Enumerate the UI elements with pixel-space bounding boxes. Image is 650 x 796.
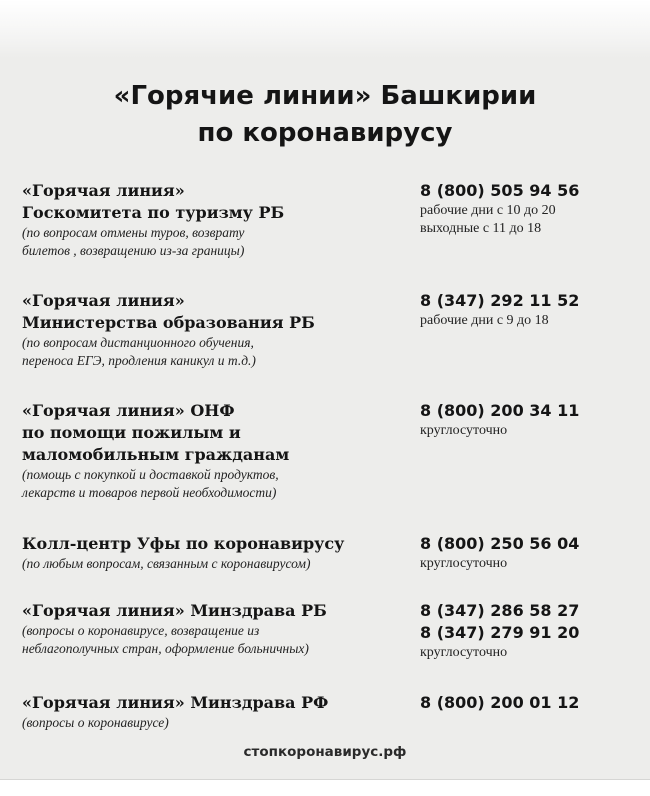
hotline-note-line: неблагополучных стран, оформление больничных): [22, 641, 309, 656]
hotline-name-line: «Горячая линия» Минздрава РФ: [22, 693, 329, 712]
hotline-phone[interactable]: 8 (800) 505 94 56: [420, 181, 580, 200]
hotline-name-line: Госкомитета по туризму РБ: [22, 203, 285, 222]
hotline-hours: круглосуточно: [420, 556, 508, 571]
page-title: [0, 78, 650, 152]
hotline-phone[interactable]: 8 (347) 279 91 20: [420, 623, 580, 642]
hotline-phone[interactable]: 8 (800) 250 56 04: [420, 534, 580, 553]
bottom-divider: [0, 779, 650, 796]
hotline-hours: круглосуточно: [420, 423, 508, 438]
hotline-note-line: лекарств и товаров первой необходимости): [22, 485, 277, 500]
hotline-note-line: переноса ЕГЭ, продления каникул и т.д.): [22, 353, 256, 368]
hotline-note-line: (по вопросам дистанционного обучения,: [22, 335, 254, 350]
hotline-phone[interactable]: 8 (800) 200 01 12: [420, 693, 580, 712]
hotline-hours: круглосуточно: [420, 645, 508, 660]
hotline-name-line: «Горячая линия»: [22, 291, 185, 310]
hotline-phone[interactable]: 8 (347) 292 11 52: [420, 291, 580, 310]
hotline-note-line: (вопросы о коронавирусе): [22, 715, 169, 730]
hotline-hours: рабочие дни с 10 до 20: [420, 203, 556, 218]
hotline-note-line: (по вопросам отмены туров, возврату: [22, 225, 245, 240]
hotline-hours: выходные с 11 до 18: [420, 221, 542, 236]
hotline-hours: рабочие дни с 9 до 18: [420, 313, 549, 328]
hotline-note-line: (помощь с покупкой и доставкой продуктов,: [22, 467, 279, 482]
footer-website-link[interactable]: стопкоронавирус.рф: [243, 744, 407, 760]
hotline-name-line: «Горячая линия» ОНФ: [22, 401, 235, 420]
hotline-name-line: «Горячая линия» Минздрава РБ: [22, 601, 327, 620]
hotline-note-line: (вопросы о коронавирусе, возвращение из: [22, 623, 260, 638]
title-line-2: по коронавирусу: [197, 118, 453, 148]
hotline-name-line: «Горячая линия»: [22, 181, 185, 200]
hotline-phone[interactable]: 8 (800) 200 34 11: [420, 401, 580, 420]
hotline-name-line: Колл-центр Уфы по коронавирусу: [22, 534, 345, 553]
hotline-note-line: билетов , возвращению из-за границы): [22, 243, 245, 258]
hotline-phone[interactable]: 8 (347) 286 58 27: [420, 601, 580, 620]
hotline-note-line: (по любым вопросам, связанным с коронавирусом): [22, 556, 311, 571]
hotline-name-line: маломобильным гражданам: [22, 445, 290, 464]
hotline-name-line: Министерства образования РБ: [22, 313, 315, 332]
title-line-1: «Горячие линии» Башкирии: [113, 81, 537, 111]
hotline-name-line: по помощи пожилым и: [22, 423, 241, 442]
